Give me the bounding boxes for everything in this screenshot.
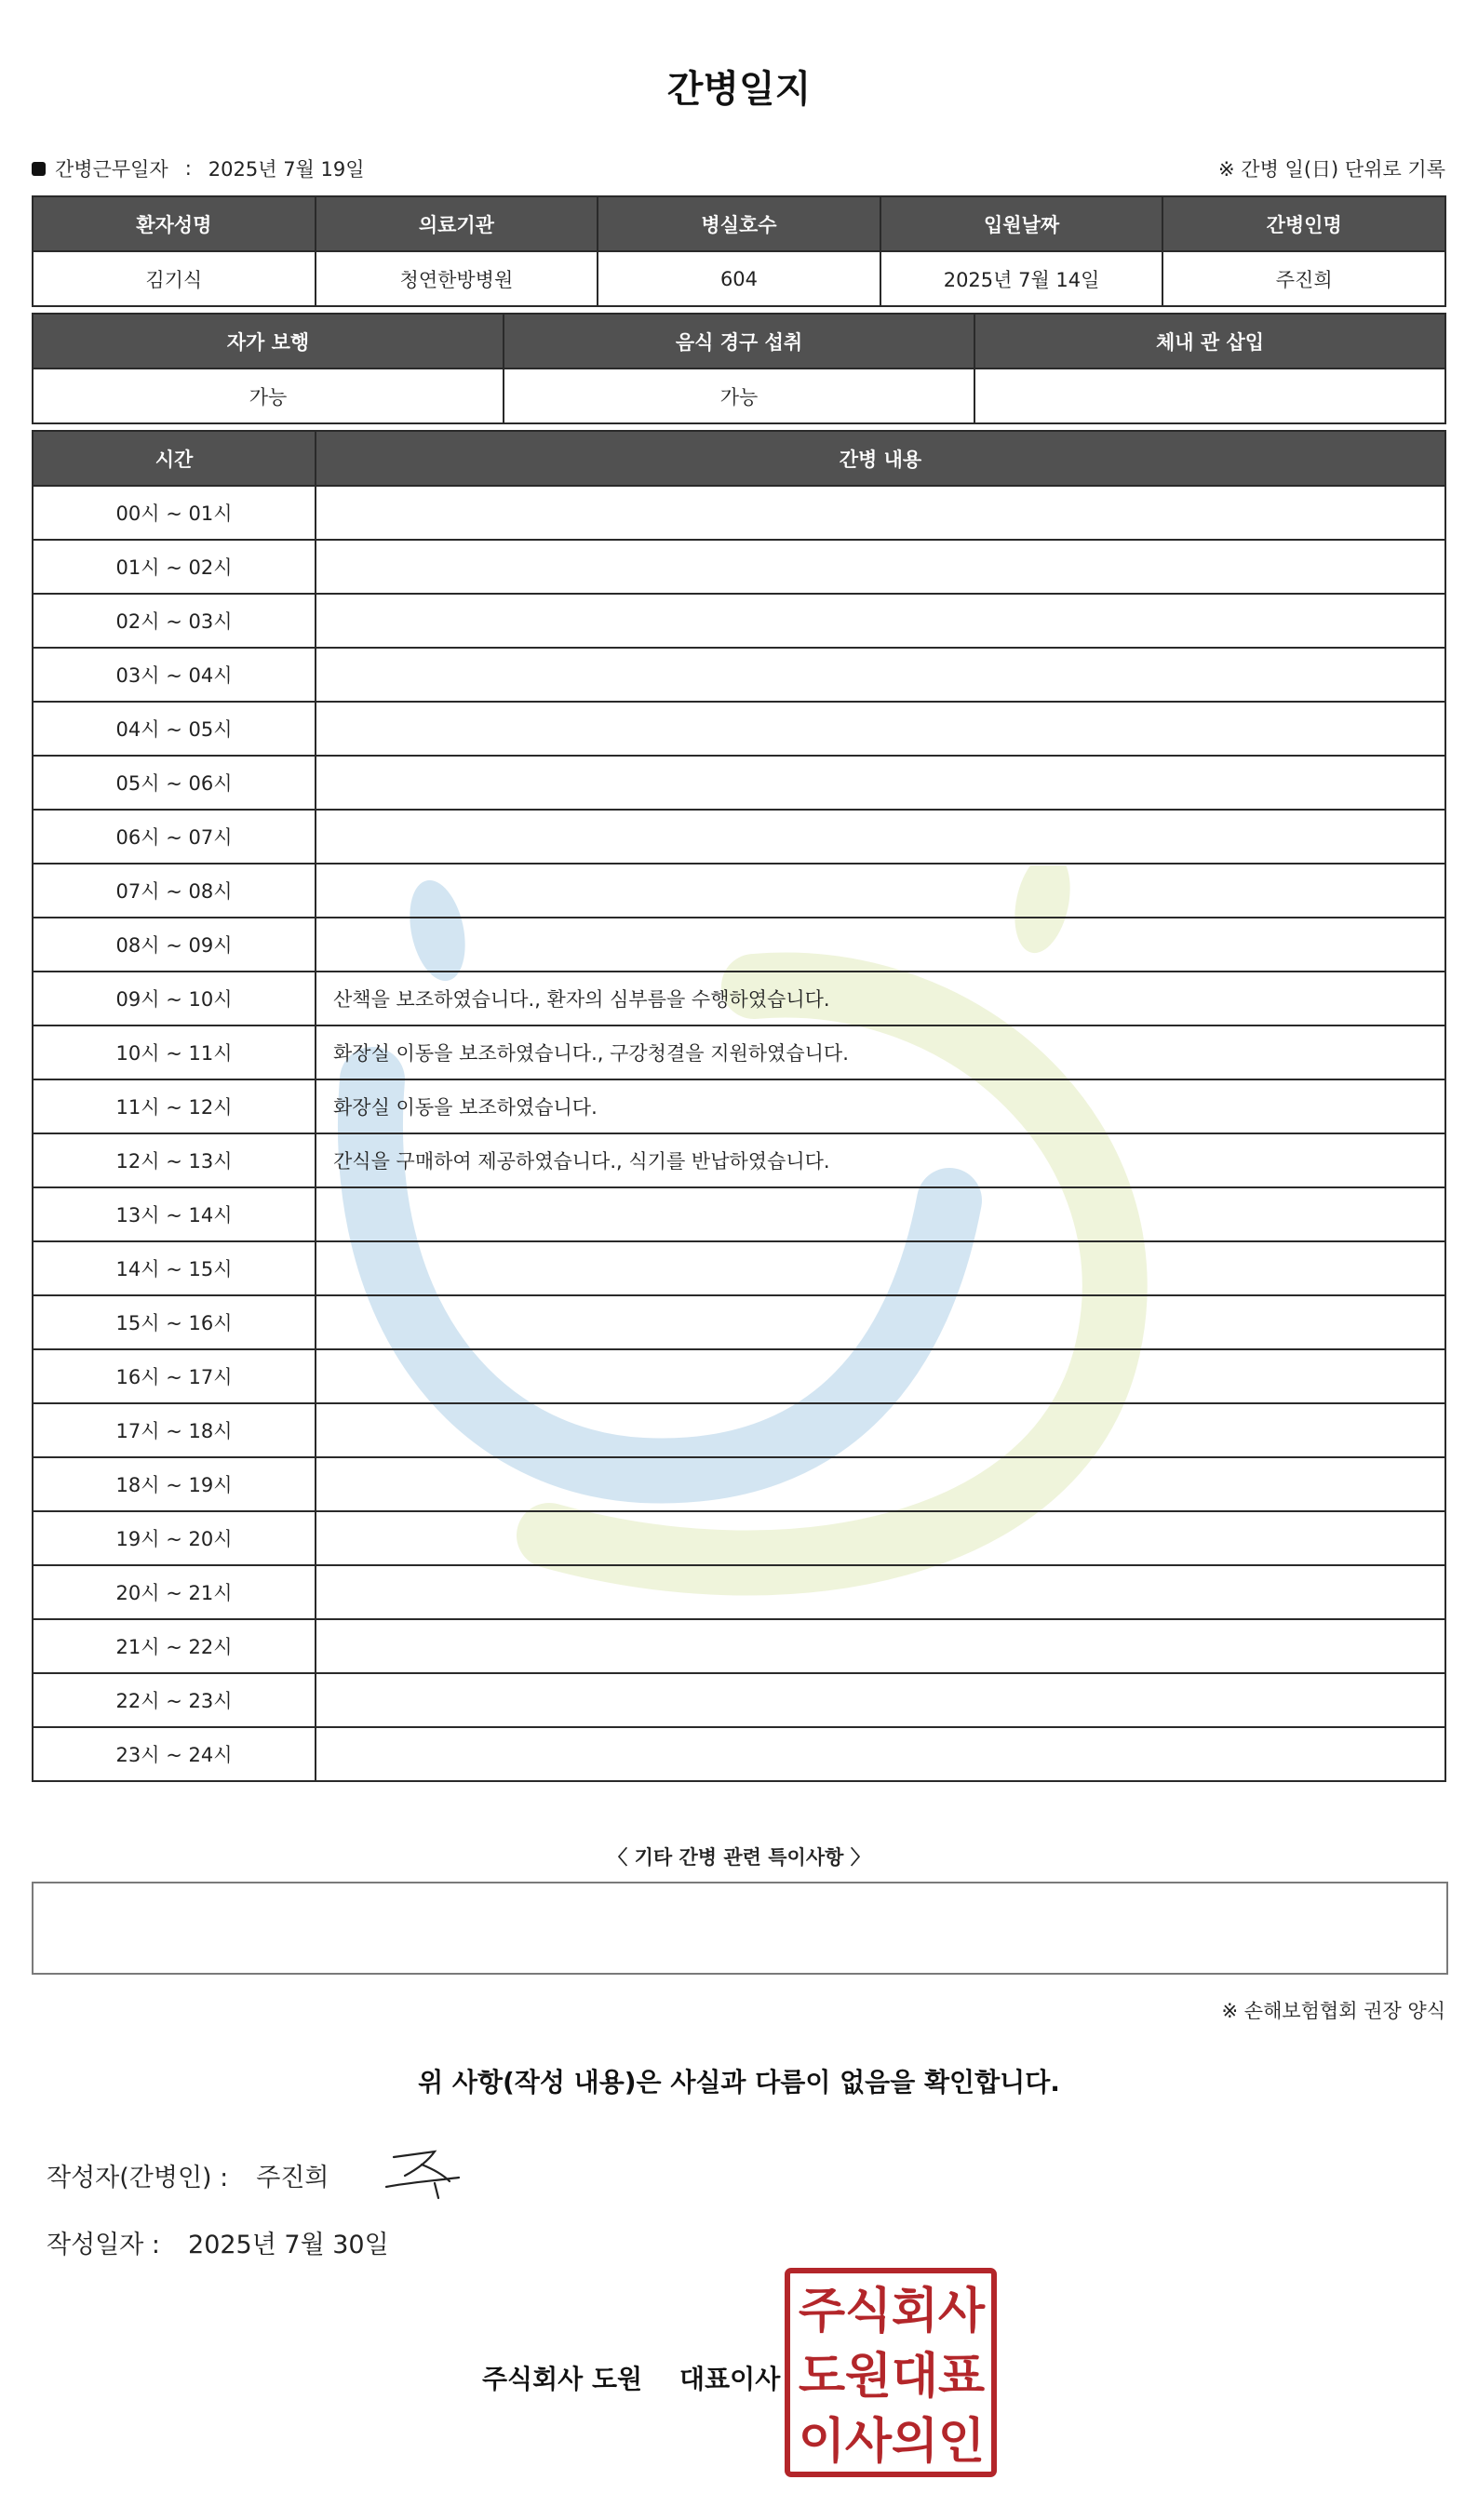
schedule-time-cell: 13시 ~ 14시	[33, 1187, 316, 1241]
schedule-note-cell	[316, 702, 1445, 756]
header-time: 시간	[33, 431, 316, 486]
writer-name: 주진희	[256, 2164, 329, 2192]
schedule-time-cell: 16시 ~ 17시	[33, 1349, 316, 1403]
schedule-note-cell: 화장실 이동을 보조하였습니다., 구강청결을 지원하였습니다.	[316, 1025, 1445, 1079]
schedule-row	[33, 1187, 1445, 1241]
schedule-row	[33, 1025, 1445, 1079]
header-self-walking: 자가 보행	[33, 314, 504, 369]
svg-text:대: 대	[891, 2349, 939, 2405]
schedule-row	[33, 972, 1445, 1025]
write-date-line	[47, 2224, 389, 2260]
schedule-time-cell: 02시 ~ 03시	[33, 594, 316, 648]
schedule-note-cell	[316, 1457, 1445, 1511]
schedule-note-cell	[316, 810, 1445, 864]
schedule-note-cell	[316, 1295, 1445, 1349]
schedule-time-cell: 19시 ~ 20시	[33, 1511, 316, 1565]
svg-text:사: 사	[844, 2414, 893, 2470]
svg-text:인: 인	[937, 2414, 986, 2470]
schedule-note-cell	[316, 1241, 1445, 1295]
schedule-row	[33, 1457, 1445, 1511]
recommended-form-note: ※ 손해보험협회 권장 양식	[1221, 2000, 1445, 2022]
schedule-time-cell: 18시 ~ 19시	[33, 1457, 316, 1511]
ability-table	[32, 313, 1446, 424]
schedule-time-cell: 20시 ~ 21시	[33, 1565, 316, 1619]
patient-value-row	[33, 251, 1445, 306]
bullet-square-icon	[32, 162, 46, 176]
company-name: 주식회사 도원	[482, 2364, 643, 2394]
schedule-row	[33, 1241, 1445, 1295]
schedule-row	[33, 918, 1445, 972]
svg-text:주: 주	[798, 2284, 846, 2339]
schedule-row	[33, 702, 1445, 756]
schedule-time-cell: 12시 ~ 13시	[33, 1133, 316, 1187]
schedule-body	[33, 486, 1445, 1781]
schedule-time-cell: 10시 ~ 11시	[33, 1025, 316, 1079]
company-ceo-title: 대표이사	[679, 2364, 781, 2394]
schedule-time-cell: 09시 ~ 10시	[33, 972, 316, 1025]
schedule-row	[33, 1295, 1445, 1349]
schedule-time-cell: 03시 ~ 04시	[33, 648, 316, 702]
schedule-note-cell	[316, 540, 1445, 594]
company-line	[482, 2359, 780, 2396]
ability-header-row	[33, 314, 1445, 369]
work-date-sep: :	[184, 157, 192, 180]
header-tube-insertion: 체내 관 삽입	[974, 314, 1445, 369]
svg-text:도: 도	[798, 2349, 846, 2405]
header-caregiver-name: 간병인명	[1162, 196, 1445, 251]
value-admission-date: 2025년 7월 14일	[880, 251, 1163, 306]
work-date-line	[32, 154, 365, 182]
value-tube-insertion	[974, 369, 1445, 423]
schedule-time-cell: 07시 ~ 08시	[33, 864, 316, 918]
header-admission-date: 입원날짜	[880, 196, 1163, 251]
schedule-note-cell	[316, 918, 1445, 972]
schedule-row	[33, 1511, 1445, 1565]
daily-record-note: ※ 간병 일(日) 단위로 기록	[1218, 158, 1445, 181]
schedule-row	[33, 1403, 1445, 1457]
page-title: 간병일지	[666, 68, 812, 111]
schedule-time-cell: 14시 ~ 15시	[33, 1241, 316, 1295]
write-date-label: 작성일자 :	[47, 2231, 161, 2259]
schedule-row	[33, 486, 1445, 540]
schedule-time-cell: 08시 ~ 09시	[33, 918, 316, 972]
other-notes-box	[32, 1882, 1448, 1975]
schedule-note-cell	[316, 1187, 1445, 1241]
schedule-note-cell: 산책을 보조하였습니다., 환자의 심부름을 수행하였습니다.	[316, 972, 1445, 1025]
schedule-row	[33, 1133, 1445, 1187]
schedule-note-cell	[316, 648, 1445, 702]
header-care-content: 간병 내용	[316, 431, 1445, 486]
schedule-time-cell: 05시 ~ 06시	[33, 756, 316, 810]
schedule-time-cell: 11시 ~ 12시	[33, 1079, 316, 1133]
schedule-note-cell	[316, 486, 1445, 540]
schedule-time-cell: 15시 ~ 16시	[33, 1295, 316, 1349]
seal-graphic	[785, 2268, 997, 2477]
schedule-note-cell	[316, 1727, 1445, 1781]
schedule-row	[33, 594, 1445, 648]
schedule-time-cell: 23시 ~ 24시	[33, 1727, 316, 1781]
schedule-note-cell	[316, 1403, 1445, 1457]
svg-text:표: 표	[937, 2349, 986, 2405]
writer-line	[47, 2157, 329, 2193]
svg-text:의: 의	[891, 2414, 939, 2470]
schedule-note-cell	[316, 1619, 1445, 1673]
schedule-header-row	[33, 431, 1445, 486]
schedule-row	[33, 756, 1445, 810]
schedule-time-cell: 21시 ~ 22시	[33, 1619, 316, 1673]
value-self-walking: 가능	[33, 369, 504, 423]
header-hospital: 의료기관	[316, 196, 598, 251]
svg-text:식: 식	[844, 2284, 893, 2339]
schedule-note-cell	[316, 594, 1445, 648]
handwritten-signature	[377, 2140, 470, 2205]
schedule-note-cell	[316, 1565, 1445, 1619]
schedule-row	[33, 1727, 1445, 1781]
schedule-row	[33, 864, 1445, 918]
value-patient-name: 김기식	[33, 251, 316, 306]
header-oral-intake: 음식 경구 섭취	[504, 314, 974, 369]
care-schedule-table	[32, 430, 1446, 1782]
ability-value-row	[33, 369, 1445, 423]
schedule-time-cell: 01시 ~ 02시	[33, 540, 316, 594]
other-notes-title: 〈 기타 간병 관련 특이사항 〉	[608, 1846, 870, 1869]
schedule-row	[33, 1349, 1445, 1403]
schedule-time-cell: 04시 ~ 05시	[33, 702, 316, 756]
patient-header-row	[33, 196, 1445, 251]
schedule-note-cell: 간식을 구매하여 제공하였습니다., 식기를 반납하였습니다.	[316, 1133, 1445, 1187]
schedule-time-cell: 06시 ~ 07시	[33, 810, 316, 864]
header-room: 병실호수	[598, 196, 880, 251]
schedule-time-cell: 17시 ~ 18시	[33, 1403, 316, 1457]
schedule-note-cell	[316, 864, 1445, 918]
schedule-row	[33, 1619, 1445, 1673]
schedule-row	[33, 1673, 1445, 1727]
schedule-note-cell	[316, 1511, 1445, 1565]
schedule-row	[33, 1079, 1445, 1133]
value-hospital: 청연한방병원	[316, 251, 598, 306]
schedule-time-cell: 00시 ~ 01시	[33, 486, 316, 540]
value-caregiver-name: 주진희	[1162, 251, 1445, 306]
schedule-note-cell	[316, 1673, 1445, 1727]
svg-text:원: 원	[844, 2349, 893, 2405]
header-patient-name: 환자성명	[33, 196, 316, 251]
svg-text:회: 회	[891, 2284, 939, 2339]
value-room: 604	[598, 251, 880, 306]
schedule-row	[33, 1565, 1445, 1619]
patient-info-table	[32, 195, 1446, 307]
company-seal-stamp	[785, 2268, 997, 2477]
schedule-time-cell: 22시 ~ 23시	[33, 1673, 316, 1727]
confirmation-statement: 위 사항(작성 내용)은 사실과 다름이 없음을 확인합니다.	[418, 2067, 1060, 2098]
schedule-note-cell: 화장실 이동을 보조하였습니다.	[316, 1079, 1445, 1133]
svg-text:사: 사	[937, 2284, 986, 2339]
work-date-value: 2025년 7월 19일	[208, 158, 365, 181]
writer-label: 작성자(간병인) :	[47, 2164, 229, 2192]
value-oral-intake: 가능	[504, 369, 974, 423]
svg-text:이: 이	[798, 2414, 846, 2470]
write-date-value: 2025년 7월 30일	[188, 2231, 389, 2259]
schedule-note-cell	[316, 1349, 1445, 1403]
work-date-label: 간병근무일자	[55, 158, 168, 181]
schedule-note-cell	[316, 756, 1445, 810]
schedule-row	[33, 648, 1445, 702]
schedule-row	[33, 810, 1445, 864]
schedule-row	[33, 540, 1445, 594]
